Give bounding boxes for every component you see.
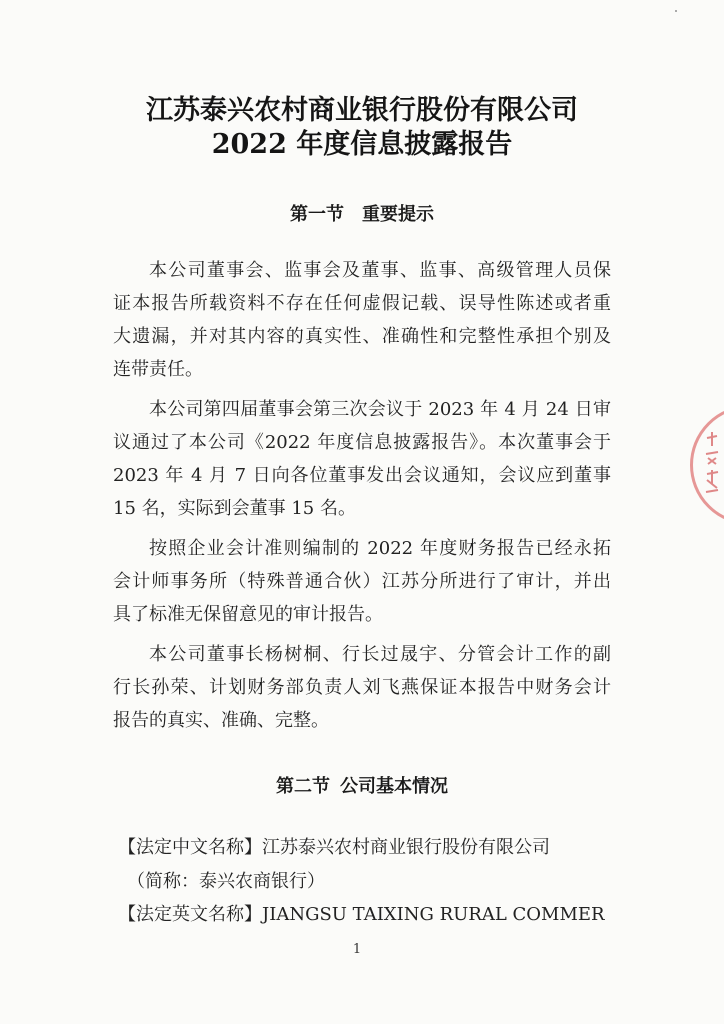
scan-speck: [675, 10, 677, 12]
para3-line: 会计师事务所（特殊普通合伙）江苏分所进行了审计，并出: [113, 571, 611, 592]
section2-heading: [0, 772, 724, 798]
para1-line: 大遗漏，并对其内容的真实性、准确性和完整性承担个别及: [113, 326, 611, 347]
para4-line: 报告的真实、准确、完整。: [113, 710, 329, 731]
para4-line: 本公司董事长杨树桐、行长过晟宇、分管会计工作的副: [149, 644, 611, 665]
section1-heading: [0, 200, 724, 226]
document-title-line1: 江苏泰兴农村商业银行股份有限公司: [146, 95, 578, 126]
para2-line: 议通过了本公司《2022 年度信息披露报告》。本次董事会于: [113, 432, 611, 453]
seal-stamp-icon: [703, 430, 723, 500]
section1-number: 第一节: [290, 204, 344, 225]
para1-line: 连带责任。: [113, 359, 203, 380]
para1-line: 证本报告所载资料不存在任何虚假记载、误导性陈述或者重: [113, 293, 611, 314]
para4-line: 行长孙荣、计划财务部负责人刘飞燕保证本报告中财务会计: [113, 677, 611, 698]
section2-number: 第二节: [276, 776, 330, 797]
document-title-line2: 2022 年度信息披露报告: [211, 129, 513, 160]
para3-line: 按照企业会计准则编制的 2022 年度财务报告已经永拓: [149, 538, 611, 559]
section1-title: 重要提示: [362, 204, 434, 225]
para3-line: 具了标准无保留意见的审计报告。: [113, 604, 383, 625]
para2-line: 2023 年 4 月 7 日向各位董事发出会议通知，会议应到董事: [113, 465, 611, 486]
para2-line: 15 名，实际到会董事 15 名。: [113, 498, 356, 519]
para1-line: 本公司董事会、监事会及董事、监事、高级管理人员保: [149, 260, 611, 281]
page-number: 1: [352, 942, 362, 957]
para2-line: 本公司第四届董事会第三次会议于 2023 年 4 月 24 日审: [149, 399, 611, 420]
section2-title: 公司基本情况: [340, 776, 448, 797]
info-line-chinese-name: 【法定中文名称】江苏泰兴农村商业银行股份有限公司: [118, 837, 550, 858]
info-line-short-name: （简称：泰兴农商银行）: [127, 871, 325, 892]
info-line-english-name: 【法定英文名称】JIANGSU TAIXING RURAL COMMER: [118, 904, 605, 925]
